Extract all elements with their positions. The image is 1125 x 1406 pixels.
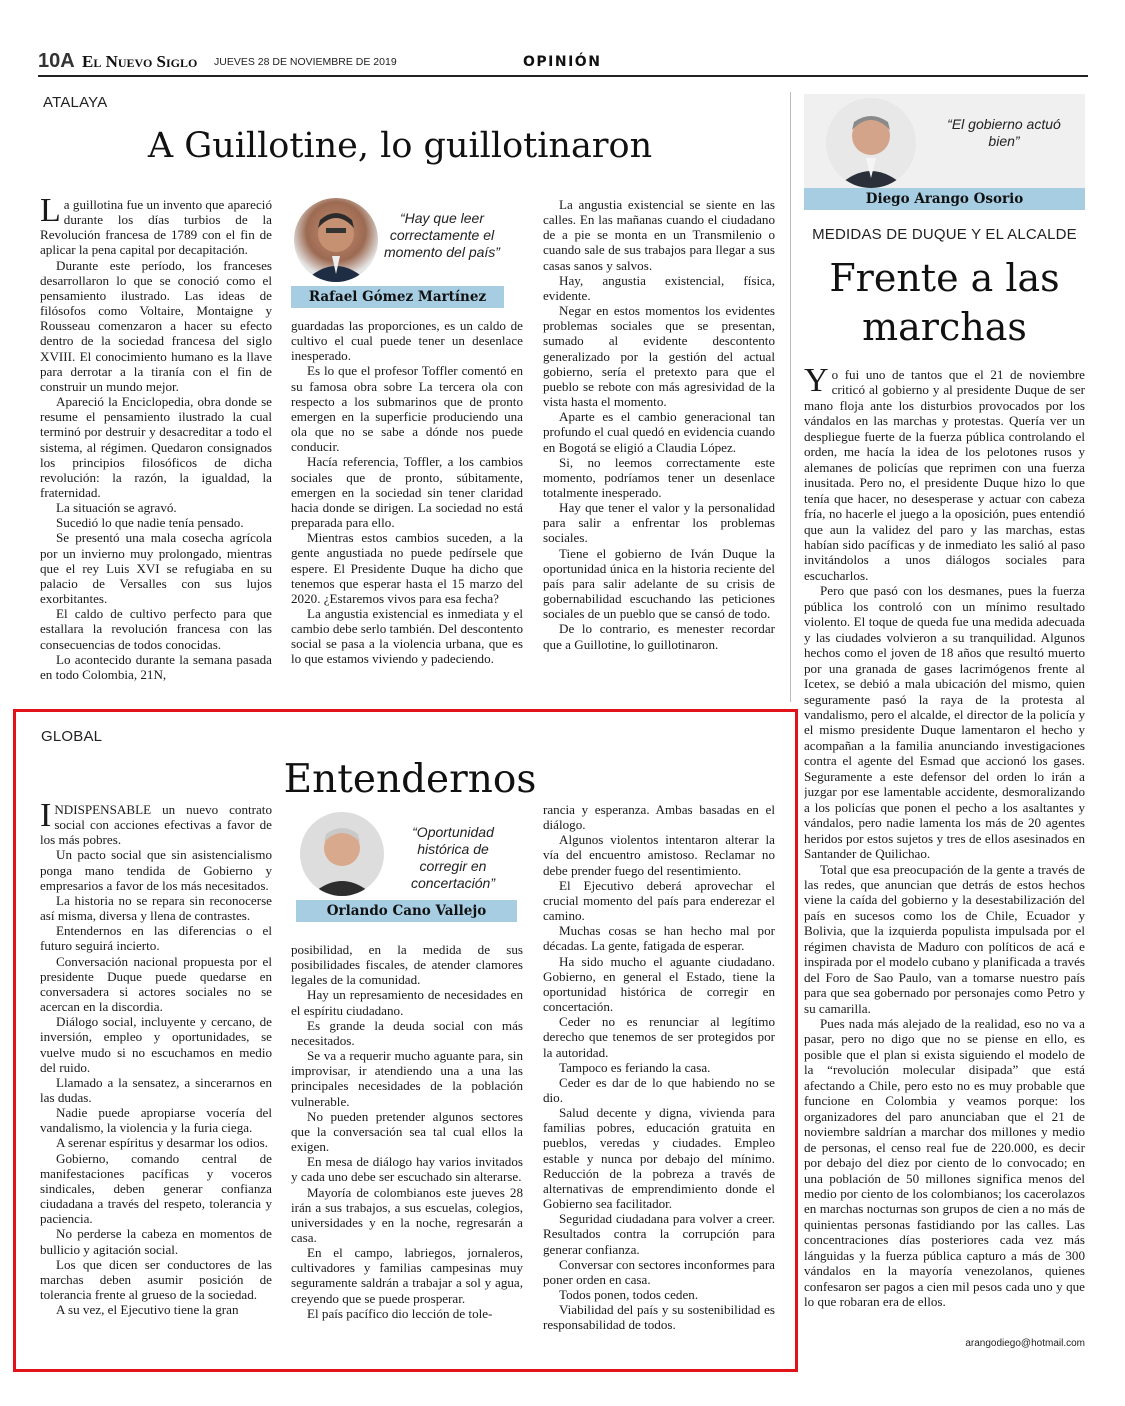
paragraph: Entendernos en las diferencias o el futuro seguirá incierto.: [40, 923, 272, 954]
drop-cap: L: [40, 197, 61, 229]
paragraph: El país pacífico dio lección de tole-: [307, 1305, 493, 1321]
pullquote-text: “Oportunidad histórica de corregir en concertación”: [410, 824, 496, 891]
pullquote-text: “El gobierno actuó bien”: [947, 116, 1061, 149]
paragraph: un nuevo contrato social con acciones efectivas a favor de los más pobres.: [40, 802, 272, 848]
paragraph: Diálogo social, incluyente y cercano, de inversión, empleo y oportunidades, se vuelve mudo si no escuchamos en medio del ruido.: [40, 1014, 272, 1075]
paragraph: Un pacto social que sin asistencialismo ponga mano tendida de Gobierno y empresarios a favor de los más necesitados.: [40, 847, 272, 893]
global-column-2: [291, 942, 523, 1352]
paragraph: Seguridad ciudadana para volver a creer. Resultados contra la corrupción para generar confianza.: [543, 1211, 775, 1257]
paragraph: Gobierno, comando central de manifestaciones pacíficas y voceros sindicales, deben generar confianza ciudadana a través del respeto, tolerancia y paciencia.: [40, 1150, 272, 1227]
paragraph: Salud decente y digna, vivienda para familias pobres, educación gratuita en pueblos, veredas y ciudades. Empleo estable y nunca por debajo del mínimo. Reducción de la pobreza a través de alternativas de emprendimiento donde el Gobierno sea facilitador.: [543, 1105, 775, 1212]
paragraph: Pero que pasó con los desmanes, pues la fuerza pública los controló con un mínimo resultado violento. El toque de queda fue una medida adecuada y las ciudades volvieron a su tranquilidad. Algunos hechos como el joven de 18 años que resultó muerto por una granada de gases lacrimógenos frente al Icetex, se debió a mala ubicación del mismo, quien seguramente pasó la raya de la protesta al vandalismo, pero el alcalde, el director de la policía y el mismo presidente Duque lamentaron el hecho y acompañan a la familia anunciando investigaciones contra el agente del Esmad que accionó los gases. Seguramente a este defensor del orden lo irán a juzgar por ese lamentable accidente, desmoralizando a los policías que ponen el pecho a los asaltantes y vándalos, pero nadie lamenta los más de 20 agentes heridos por estos sujetos y tres de ellos asesinados en Santander de Quilichao.: [804, 583, 1085, 862]
section-label-global: GLOBAL: [41, 728, 103, 745]
paragraph: Nadie puede apropiarse vocería del vandalismo, la violencia y la furia ciega.: [40, 1105, 272, 1136]
pullquote-gomez: [291, 196, 504, 308]
paragraph: La angustia existencial es inmediata y el cambio debe serlo también. Del descontento social se pasa a la violencia urbana, que es lo que estamos viviendo y padeciendo.: [291, 605, 523, 667]
headline-line: marchas: [862, 305, 1027, 349]
lead-capitals: NDISPENSABLE: [54, 802, 152, 817]
paragraph: Apareció la Enciclopedia, obra donde se resume el pensamiento ilustrado la cual terminó por destruir y desacreditar a todo el sistema, al régimen. Quedaron consignados los principios filosóficos de dicha revolución: la razón, la igualdad, la fraternidad.: [40, 394, 272, 500]
pullquote-arango: [804, 94, 1085, 210]
paragraph: En el campo, labriegos, jornaleros, cultivadores y familias campesinas muy seguramente saldrán a trabajar a sol y agua, creyendo que se puede prosperar.: [291, 1245, 523, 1306]
headline-atalaya: A Guillotine, lo guillotinaron: [147, 126, 653, 166]
paragraph: Total que esa preocupación de la gente a través de las redes, que anuncian que detrás de estos hechos viene la caída del gobierno y la desestabilización del país en sucesos como los de Chile, Ecuador y Bolivia, que la izquierda populista impulsada por el régimen chavista de Maduro con políticos de acá e inspirada por el modelo cubano y planificada a través del Foro de Sao Paulo, van a tomarse nuestro país para que sea gobernado por personajes como Petro y su camarilla.: [804, 861, 1085, 1016]
paragraph: Es lo que el profesor Toffler comentó en su famosa obra sobre La tercera ola con respecto a los submarinos que de pronto emergen en la superficie produciendo una ola que no se sabe a dónde nos puede conducir.: [291, 363, 523, 455]
paragraph: Mientras estos cambios suceden, a la gente angustiada no puede pedírsele que espere. El Presidente Duque ha dicho que tenemos que esperar hasta el 15 marzo del 2020. ¿Estaremos vivos para esa fecha?: [291, 530, 523, 606]
drop-cap: Y: [804, 367, 829, 399]
paragraph: Hacía referencia, Toffler, a los cambios sociales que de pronto, súbitamente, emergen en la sociedad sin tener claridad hacia donde se dirigen. La sociedad no está preparada para ello.: [291, 454, 523, 531]
paragraph: El caldo de cultivo perfecto para que estallara la revolución francesa con las consecuencias de todos conocidas.: [40, 606, 272, 652]
paragraph: Si, no leemos correctamente este momento, podríamos tener un desenlace totalmente inesperado.: [543, 454, 775, 500]
pullquote-cano: [296, 810, 517, 922]
paragraph: Sucedió lo que nadie tenía pensado.: [56, 515, 244, 531]
paragraph: Ceder no es renunciar al legítimo derecho que tenemos de ser protegidos por la autoridad.: [543, 1014, 775, 1060]
paragraph: Algunos violentos intentaron alterar la vía del encuentro amistoso. Reclamar no debe prender fuego del resentimiento.: [543, 832, 775, 878]
paragraph: No pueden pretender algunos sectores que la conversación sea tal cual ellos la exigen.: [291, 1108, 523, 1155]
paragraph: rancia y esperanza. Ambas basadas en el diálogo.: [543, 802, 775, 833]
headline-global: Entendernos: [283, 757, 537, 802]
paragraph: El Ejecutivo deberá aprovechar el crucial momento del país para enderezar el camino.: [543, 877, 775, 924]
author-email: arangodiego@hotmail.com: [965, 1338, 1085, 1349]
paragraph: La situación se agravó.: [56, 500, 177, 516]
atalaya-column-2: [291, 318, 523, 698]
paragraph: Hay, angustia existencial, física, evidente.: [543, 272, 775, 303]
paragraph: Los que dicen ser conductores de las marchas deben asumir posición de tolerancia frente al grueso de la sociedad.: [40, 1256, 272, 1302]
paragraph: posibilidad, en la medida de sus posibilidades fiscales, de atender clamores legales de la comunidad.: [291, 942, 523, 988]
header-rule: [38, 75, 1088, 77]
paragraph: Llamado a la sensatez, a sincerarnos en las dudas.: [40, 1074, 272, 1105]
paragraph: Ha sido mucho el aguante ciudadano. Gobierno, en general el Estado, tiene la oportunidad histórica de corregir en concertación.: [543, 953, 775, 1015]
paragraph: Hay un represamiento de necesidades en el espíritu ciudadano.: [291, 987, 523, 1018]
column-divider: [790, 92, 791, 702]
paragraph: Pues nada más alejado de la realidad, eso no va a pasar, pero no digo que no se piense en ello, es posible que el plan si exista siguiendo el modelo de la “revolución molecular disipada” que está afectando a Chile, pero esto no es muy probable que funcione en Colombia y veamos porque: los organizadores del paro anunciaban que el 21 de noviembre saldrían a marchar dos millones y medio de personas, el censo real fue de 220.000, es decir por debajo del diez por ciento de lo convocado; en una población de 50 millones significa menos del medio por ciento de los colombianos; los cacerolazos en marchas nocturnas son grupos de cien a no más de quinientas personas fastidiando por las calles. Las concentraciones días posteriores cada vez más lánguidas y la fuerza pública capturo a más de 300 vándalos en la mayoría venezolanos, quienes confesaron ser pagos a cien mil pesos cada uno y que lo que robaran era de ellos.: [804, 1016, 1085, 1310]
paragraph: Todos ponen, todos ceden.: [559, 1287, 699, 1302]
paragraph: Hay que tener el valor y la personalidad para salir a enfrentar los problemas sociales.: [543, 500, 775, 546]
newspaper-name: El Nuevo Siglo: [82, 52, 198, 71]
paragraph: Se va a requerir mucho aguante para, sin improvisar, ir atendiendo una a una las principales necesidades de la población vulnerable.: [291, 1048, 523, 1109]
paragraph: Viabilidad del país y su sostenibilidad es responsabilidad de todos.: [543, 1302, 775, 1333]
section-name: OPINIÓN: [523, 54, 602, 70]
global-column-1: [40, 802, 272, 1352]
pullquote-author-name: Orlando Cano Vallejo: [296, 900, 517, 922]
paragraph: Lo acontecido durante la semana pasada en todo Colombia, 21N,: [40, 651, 272, 682]
section-label-right: MEDIDAS DE DUQUE Y EL ALCALDE: [812, 226, 1077, 243]
pullquote-author-name: Diego Arango Osorio: [804, 188, 1085, 210]
paragraph: a guillotina fue un invento que apareció durante los días turbios de la Revolución francesa de 1789 con el fin de aplicar la pena capital por decapitación.: [40, 197, 272, 258]
pullquote-text: “Hay que leer correctamente el momento del país”: [384, 210, 500, 260]
author-portrait: [294, 198, 378, 282]
atalaya-column-3: [543, 197, 775, 697]
paragraph: Muchas cosas se han hecho mal por décadas. La gente, fatigada de esperar.: [543, 923, 775, 954]
paragraph: Tampoco es feriando la casa.: [559, 1059, 711, 1075]
paragraph: Conversar con sectores inconformes para poner orden en casa.: [543, 1256, 775, 1287]
paragraph: Es grande la deuda social con más necesitados.: [291, 1017, 523, 1048]
paragraph: Negar en estos momentos los evidentes problemas sociales que se presentan, sumado al evidente descontento generalizado por la gestión del actual gobierno, sería el pretexto para que el pueblo se rebote con más agresividad de la vista hasta el momento.: [543, 303, 775, 410]
author-portrait: [300, 812, 384, 896]
paragraph: Durante este período, los franceses desarrollaron lo que se conoció como el pensamiento ilustrado. Las ideas de filósofos como Voltaire, Montaigne y Rousseau comenzaron a hacer su efecto dentro de la sociedad francesa del siglo XVIII. El conocimiento humano es la llave para derrotar a la tiranía con el fin de construir un mundo mejor.: [40, 257, 272, 394]
pullquote-author-name: Rafael Gómez Martínez: [291, 286, 504, 308]
global-column-3: [543, 802, 775, 1352]
paragraph: guardadas las proporciones, es un caldo de cultivo el cual puede tener un desenlace inesperado.: [291, 318, 523, 364]
paragraph: Conversación nacional propuesta por el presidente Duque puede quedarse en conversadera si actores sociales no se acercan en la discordia.: [40, 953, 272, 1015]
paragraph: Aparte es el cambio generacional tan profundo el cual quedó en evidencia cuando en Bogotá se eligió a Claudia López.: [543, 409, 775, 455]
section-label-atalaya: ATALAYA: [43, 94, 108, 111]
paragraph: La angustia existencial se siente en las calles. En las mañanas cuando el ciudadano de a pie se monta en un Transmilenio o cuando sale de sus trabajos para llegar a sus casas sanos y salvos.: [543, 197, 775, 273]
page-header: [38, 50, 1088, 74]
paragraph: o fui uno de tantos que el 21 de noviembre criticó al gobierno y al presidente Duque de ser mano floja ante los disturbios provocados por los vándalos en las marchas y protestas. Quería ver un despliegue fuerte de la fuerza pública controlando el orden, me hacía la idea de los pelotones rusos y alemanes de policías que reprimen con una fuerza inusitada. Pero no, el presidente Duque hizo lo que tenía que hacer, no desesperase y actuar con cabeza fría, no hacerle el juego a la oposición, pues entendió que aun la validez del paro y las marchas, estas habían sido pacíficas y de inmediato les salió al paso invitándolos a unos diálogos sociales para escucharlos.: [804, 367, 1085, 583]
atalaya-column-1: [40, 197, 272, 697]
headline-right: [804, 254, 1085, 352]
paragraph: De lo contrario, es menester recordar que a Guillotine, lo guillotinaron.: [543, 621, 775, 652]
paragraph: Se presentó una mala cosecha agrícola por un invierno muy prolongado, mientras que el rey Luis XVI se refugiaba en su palacio de Versalles con sus lujos exorbitantes.: [40, 530, 272, 607]
paragraph: En mesa de diálogo hay varios invitados y cada uno debe ser escuchado sin alterarse.: [291, 1154, 523, 1185]
paragraph: La historia no se repara sin reconocerse así misma, diversa y llena de contrastes.: [40, 892, 272, 924]
paragraph: A serenar espíritus y desarmar los odios.: [56, 1135, 268, 1151]
paragraph: A su vez, el Ejecutivo tiene la gran: [56, 1302, 239, 1318]
paragraph: Tiene el gobierno de Iván Duque la oportunidad única en la historia reciente del país para salir adelante de su crisis de gobernabilidad escuchando las peticiones sociales de un pueblo que se cansó de todo.: [543, 545, 775, 622]
right-column-body: [804, 367, 1085, 1335]
paragraph: Ceder es dar de lo que habiendo no se dio.: [543, 1074, 775, 1105]
author-portrait: [826, 98, 916, 188]
headline-line: Frente a las: [829, 256, 1060, 300]
issue-date: JUEVES 28 DE NOVIEMBRE DE 2019: [214, 56, 397, 68]
paragraph: No perderse la cabeza en momentos de bullicio y agitación social.: [40, 1226, 272, 1257]
page-number: 10A: [38, 50, 75, 72]
paragraph: Mayoría de colombianos este jueves 28 irán a sus trabajos, a sus escuelas, colegios, universidades y en la noche, regresarán a casa.: [291, 1184, 523, 1245]
drop-cap: I: [40, 802, 52, 834]
